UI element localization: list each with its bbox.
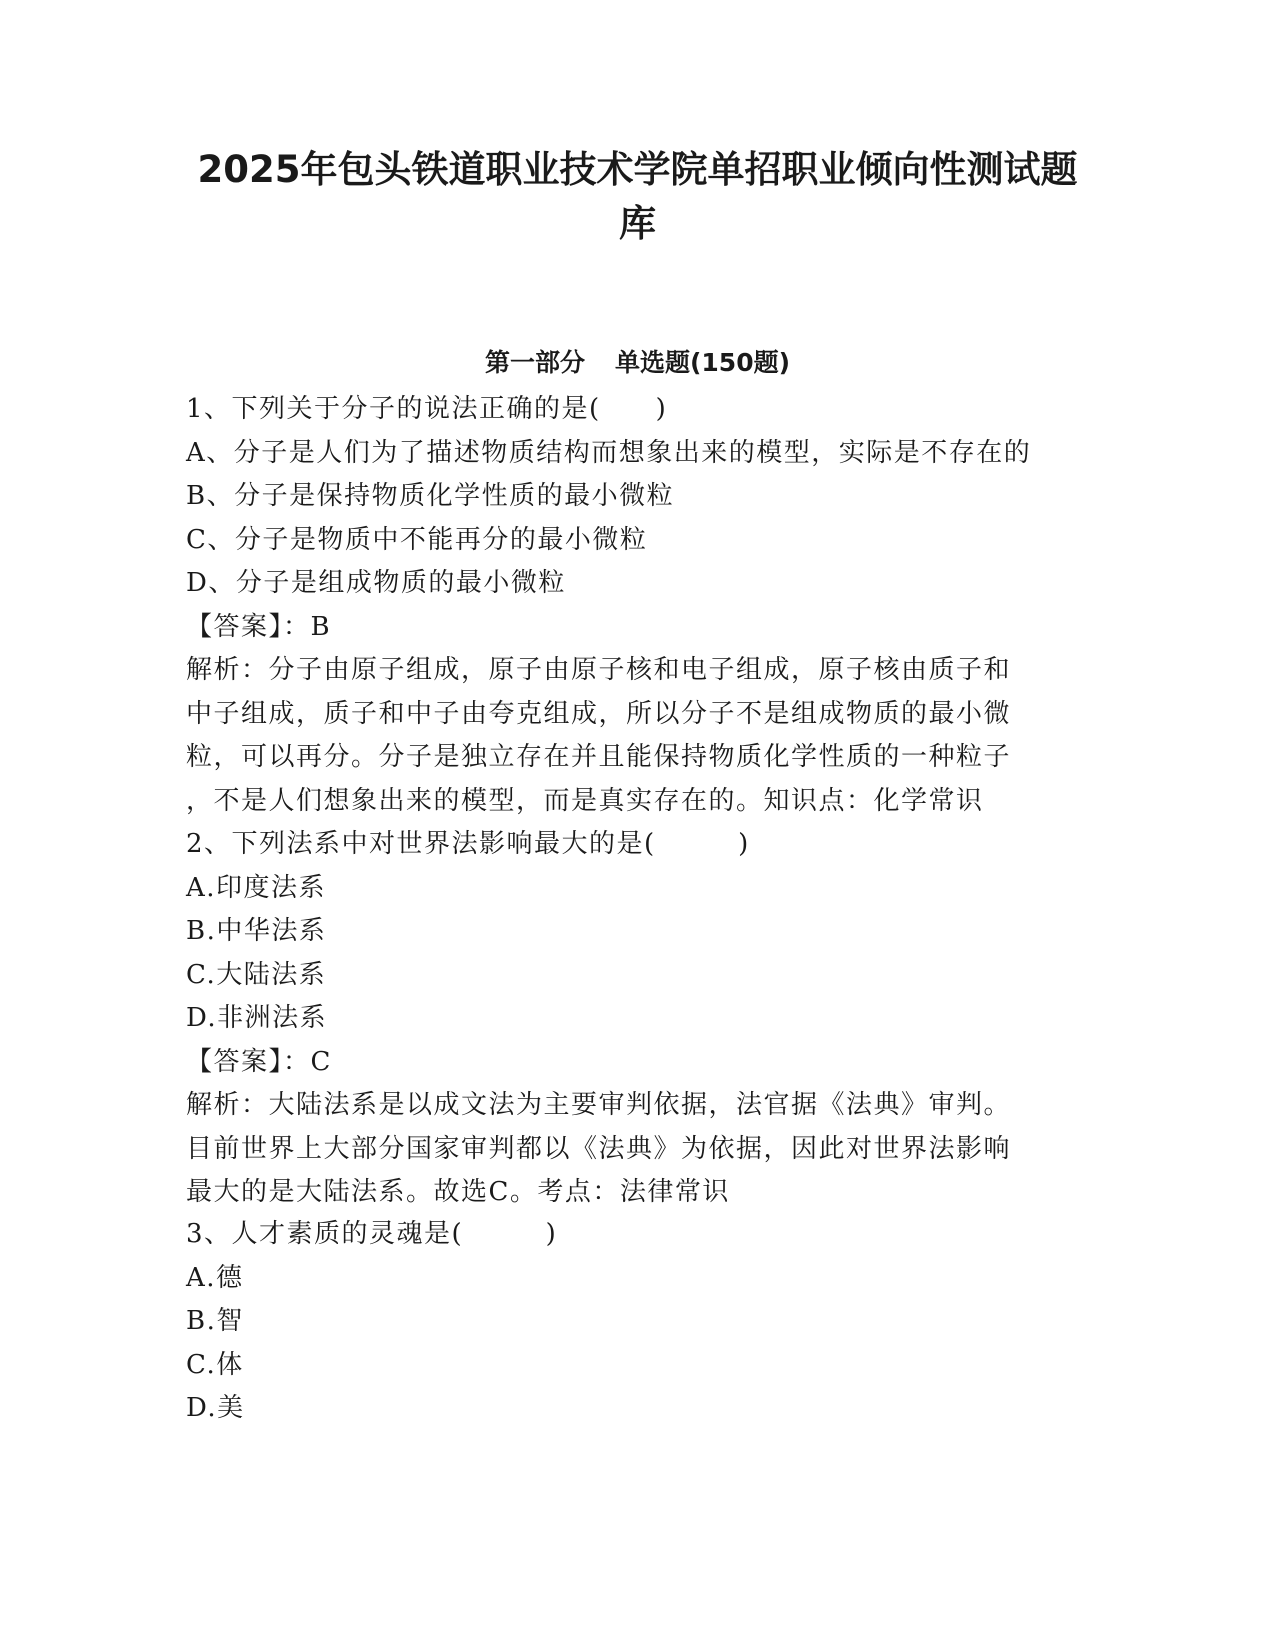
- answer-label: 【答案】：: [186, 611, 311, 642]
- question-2: [186, 823, 1086, 1215]
- option-b: B.智: [186, 1306, 244, 1336]
- analysis-line: 目前世界上大部分国家审判都以《法典》为依据，因此对世界法影响: [186, 1133, 1012, 1164]
- document-title: [150, 143, 1125, 251]
- question-1: [186, 388, 1086, 823]
- question-3: [186, 1213, 1086, 1431]
- analysis-line: 粒，可以再分。分子是独立存在并且能保持物质化学性质的一种粒子: [186, 742, 1012, 772]
- answer-line: [186, 606, 1086, 650]
- answer-value: B: [310, 611, 332, 642]
- analysis-line: 解析：分子由原子组成，原子由原子核和电子组成，原子核由质子和: [186, 655, 1012, 685]
- section-name: 单选题(150题): [614, 348, 791, 377]
- option-c: C.体: [186, 1349, 244, 1380]
- option-c: C、分子是物质中不能再分的最小微粒: [186, 524, 648, 555]
- section-part: 第一部分: [484, 348, 585, 377]
- answer-label: 【答案】：: [186, 1046, 311, 1077]
- answer-value: C: [310, 1046, 332, 1077]
- question-stem: 1、下列关于分子的说法正确的是( ): [186, 394, 668, 424]
- option-a: A.印度法系: [186, 872, 327, 903]
- analysis-line: 解析：大陆法系是以成文法为主要审判依据，法官据《法典》审判。: [186, 1090, 1012, 1120]
- question-stem: 3、人才素质的灵魂是( ): [186, 1219, 558, 1249]
- question-stem: 2、下列法系中对世界法影响最大的是( ): [186, 829, 750, 859]
- option-c: C.大陆法系: [186, 959, 327, 990]
- option-b: B、分子是保持物质化学性质的最小微粒: [186, 481, 675, 511]
- document-title-line-1: 2025年包头铁道职业技术学院单招职业倾向性测试题: [197, 148, 1078, 191]
- analysis-line: 最大的是大陆法系。故选C。考点：法律常识: [186, 1177, 730, 1207]
- option-d: D.非洲法系: [186, 1003, 328, 1033]
- option-d: D.美: [186, 1393, 245, 1423]
- option-b: B.中华法系: [186, 916, 327, 946]
- option-a: A.德: [186, 1262, 244, 1293]
- option-d: D、分子是组成物质的最小微粒: [186, 568, 566, 598]
- document-title-line-2: 库: [619, 202, 656, 245]
- analysis-line: 中子组成，质子和中子由夸克组成，所以分子不是组成物质的最小微: [186, 698, 1012, 729]
- section-heading: [0, 345, 1275, 381]
- analysis-line: ，不是人们想象出来的模型，而是真实存在的。知识点：化学常识: [186, 785, 984, 816]
- answer-line: [186, 1041, 1086, 1085]
- option-a: A、分子是人们为了描述物质结构而想象出来的模型，实际是不存在的: [186, 437, 1032, 468]
